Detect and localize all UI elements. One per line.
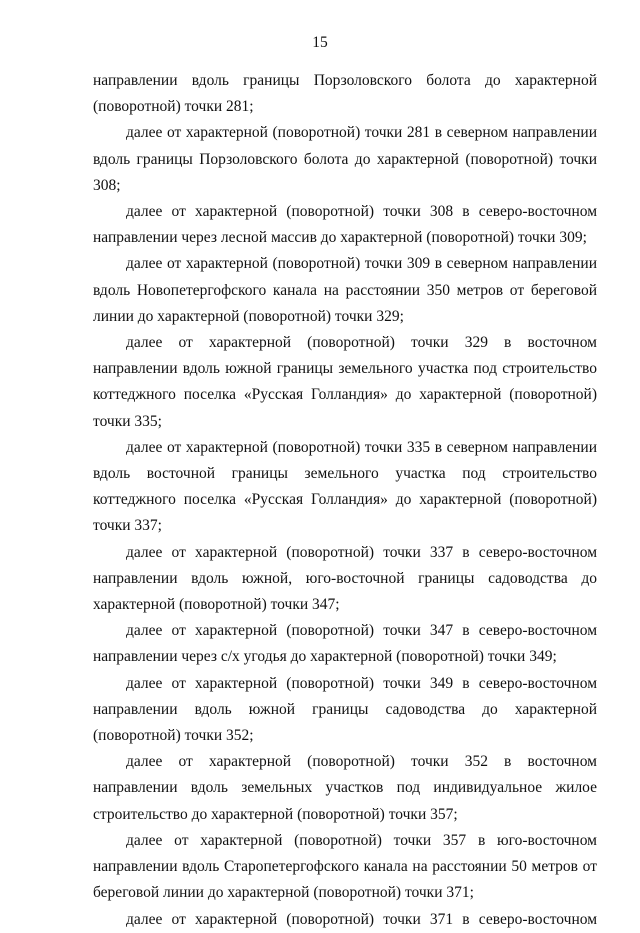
paragraph: далее от характерной (поворотной) точки 352 в восточном направлении вдоль земельных участков под индивидуальное жилое строительство до характерной (поворотной) точки 357; bbox=[93, 753, 597, 823]
paragraph: далее от характерной (поворотной) точки 281 в северном направлении вдоль границы Порзоловского болота до характерной (поворотной) точки 308; bbox=[93, 124, 597, 194]
page-number: 15 bbox=[312, 34, 328, 51]
paragraph: далее от характерной (поворотной) точки 337 в северо-восточном направлении вдоль южной, юго-восточной границы садоводства до характерной (поворотной) точки 347; bbox=[93, 543, 597, 614]
paragraph: далее от характерной (поворотной) точки 335 в северном направлении вдоль восточной границы земельного участка под строительство коттеджного поселка «Русская Голландия» до характерной (поворотной) точки 337; bbox=[93, 438, 597, 535]
paragraph: далее от характерной (поворотной) точки 349 в северо-восточном направлении вдоль южной границы садоводства до характерной (поворотной) точки 352; bbox=[93, 674, 597, 745]
paragraph-continued: направлении вдоль границы Порзоловского болота до характерной (поворотной) точки 281; bbox=[93, 72, 597, 116]
paragraph: далее от характерной (поворотной) точки 347 в северо-восточном направлении через с/х угодья до характерной (поворотной) точки 349; bbox=[93, 622, 597, 666]
paragraph-truncated: далее от характерной (поворотной) точки 371 в северо-восточном bbox=[126, 910, 597, 928]
paragraph: далее от характерной (поворотной) точки 309 в северном направлении вдоль Новопетергофского канала на расстоянии 350 метров от береговой линии до характерной (поворотной) точки 329; bbox=[93, 255, 597, 325]
document-body bbox=[93, 68, 597, 933]
paragraph: далее от характерной (поворотной) точки 329 в восточном направлении вдоль южной границы земельного участка под строительство коттеджного поселка «Русская Голландия» до характерной (поворотной) точки 335; bbox=[93, 334, 597, 430]
paragraph: далее от характерной (поворотной) точки 357 в юго-восточном направлении вдоль Старопетергофского канала на расстоянии 50 метров от береговой линии до характерной (поворотной) точки 371; bbox=[93, 831, 597, 902]
paragraph: далее от характерной (поворотной) точки 308 в северо-восточном направлении через лесной массив до характерной (поворотной) точки 309; bbox=[93, 203, 597, 247]
